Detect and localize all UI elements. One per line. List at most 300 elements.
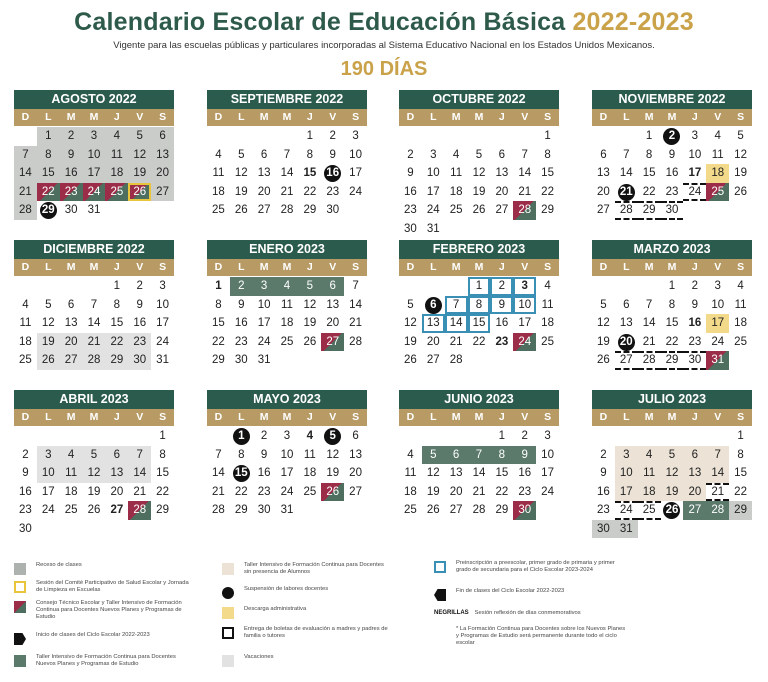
empty-cell bbox=[615, 127, 638, 146]
cream-swatch bbox=[222, 563, 234, 575]
weekday-label: V bbox=[329, 411, 337, 423]
day-cell bbox=[661, 296, 684, 315]
day-number: 11 bbox=[734, 298, 747, 311]
day-cell bbox=[60, 464, 83, 483]
day-number: 21 bbox=[87, 335, 101, 348]
empty-cell bbox=[37, 427, 60, 446]
day-number: 25 bbox=[280, 335, 294, 348]
day-cell bbox=[321, 183, 344, 202]
day-number: 26 bbox=[234, 204, 248, 216]
weekday-label: S bbox=[737, 111, 745, 123]
day-number: 27 bbox=[64, 354, 78, 366]
day-number: 4 bbox=[737, 280, 744, 292]
day-cell bbox=[230, 164, 253, 183]
day-number: 26 bbox=[597, 354, 610, 366]
day-number: 16 bbox=[19, 485, 32, 498]
day-number: 7 bbox=[714, 448, 721, 461]
day-number: 2 bbox=[691, 280, 699, 292]
day-number: 7 bbox=[352, 280, 359, 292]
day-cell bbox=[151, 427, 174, 446]
day-cell bbox=[128, 183, 151, 202]
day-number: 14 bbox=[280, 167, 294, 179]
day-cell bbox=[592, 314, 615, 333]
day-cell bbox=[615, 314, 638, 333]
day-cell bbox=[207, 277, 230, 296]
day-number: 7 bbox=[475, 448, 483, 461]
day-number: 13 bbox=[110, 467, 124, 479]
day-number: 7 bbox=[136, 448, 143, 461]
day-number: 22 bbox=[541, 185, 554, 198]
day-number: 20 bbox=[349, 467, 362, 479]
day-number: 6 bbox=[691, 448, 699, 461]
day-cell bbox=[344, 446, 367, 465]
day-number: 26 bbox=[404, 354, 417, 366]
weekday-label: L bbox=[623, 261, 630, 273]
empty-cell bbox=[468, 127, 491, 146]
day-number: 16 bbox=[324, 165, 341, 182]
day-number: 23 bbox=[665, 185, 679, 198]
day-cell bbox=[151, 146, 174, 165]
day-cell bbox=[445, 201, 468, 220]
day-number: 24 bbox=[541, 485, 554, 498]
day-cell bbox=[230, 277, 253, 296]
day-cell bbox=[468, 201, 491, 220]
day-number: 27 bbox=[326, 335, 340, 348]
day-cell bbox=[706, 127, 729, 146]
day-number: 29 bbox=[541, 204, 554, 216]
day-number: 31 bbox=[426, 222, 440, 235]
day-number: 8 bbox=[645, 148, 653, 161]
day-number: 28 bbox=[133, 504, 147, 516]
weekday-label: S bbox=[352, 261, 360, 273]
day-number: 20 bbox=[618, 334, 635, 351]
month-name: MARZO 2023 bbox=[592, 240, 752, 259]
day-number: 15 bbox=[156, 467, 169, 479]
day-cell bbox=[422, 146, 445, 165]
day-cell bbox=[105, 127, 128, 146]
day-cell bbox=[37, 501, 60, 520]
weekday-label: J bbox=[691, 261, 698, 273]
day-cell bbox=[592, 146, 615, 165]
day-cell bbox=[37, 183, 60, 202]
day-cell bbox=[151, 351, 174, 370]
day-cell bbox=[615, 333, 638, 352]
day-cell bbox=[321, 483, 344, 502]
day-cell bbox=[37, 446, 60, 465]
yellow-box-swatch bbox=[14, 581, 26, 593]
day-number: 20 bbox=[326, 317, 340, 329]
day-cell bbox=[706, 314, 729, 333]
weekday-label: S bbox=[352, 411, 360, 423]
day-cell bbox=[445, 164, 468, 183]
day-number: 27 bbox=[349, 485, 362, 498]
weekday-label: D bbox=[406, 411, 415, 423]
day-number: 6 bbox=[452, 448, 460, 461]
day-number: 21 bbox=[349, 317, 362, 329]
day-number: 13 bbox=[426, 317, 440, 329]
weekday-label: M bbox=[259, 261, 269, 273]
day-cell bbox=[729, 296, 752, 315]
day-cell bbox=[683, 351, 706, 370]
day-cell bbox=[729, 146, 752, 165]
day-number: 2 bbox=[260, 430, 268, 442]
legend-text: Descarga administrativa bbox=[244, 606, 307, 612]
day-cell bbox=[298, 201, 321, 220]
day-number: 3 bbox=[159, 280, 166, 292]
day-number: 17 bbox=[688, 167, 702, 179]
day-cell bbox=[344, 277, 367, 296]
day-cell bbox=[276, 183, 299, 202]
day-cell bbox=[276, 464, 299, 483]
day-number: 20 bbox=[257, 185, 271, 198]
day-number: 19 bbox=[41, 335, 55, 348]
day-number: 12 bbox=[734, 148, 747, 161]
day-number: 5 bbox=[668, 448, 676, 461]
day-number: 1 bbox=[498, 430, 506, 442]
day-cell bbox=[490, 427, 513, 446]
day-cell bbox=[60, 314, 83, 333]
day-cell bbox=[151, 464, 174, 483]
day-number: 30 bbox=[665, 204, 679, 216]
legend-text: Fin de clases del Ciclo Escolar 2022-2023 bbox=[456, 588, 565, 594]
day-number: 21 bbox=[518, 185, 532, 198]
day-cell bbox=[638, 446, 661, 465]
day-number: 6 bbox=[260, 148, 268, 161]
day-number: 1 bbox=[475, 280, 483, 292]
day-cell bbox=[14, 296, 37, 315]
day-cell bbox=[276, 333, 299, 352]
day-number: 21 bbox=[642, 335, 656, 348]
day-cell bbox=[83, 351, 106, 370]
weekday-label: J bbox=[306, 111, 313, 123]
weekday-header bbox=[207, 409, 367, 426]
day-cell bbox=[468, 483, 491, 502]
day-cell bbox=[490, 501, 513, 520]
day-number: 22 bbox=[734, 485, 747, 498]
weekday-label: J bbox=[113, 261, 120, 273]
day-cell bbox=[230, 446, 253, 465]
weekday-label: L bbox=[623, 411, 630, 423]
day-cell bbox=[37, 296, 60, 315]
day-number: 8 bbox=[113, 298, 121, 311]
day-number: 9 bbox=[22, 467, 29, 479]
day-number: 11 bbox=[303, 448, 316, 461]
day-number: 19 bbox=[404, 335, 417, 348]
day-number: 10 bbox=[349, 148, 362, 161]
weekday-label: M bbox=[667, 111, 677, 123]
receso-swatch bbox=[14, 563, 26, 575]
black-circle-icon bbox=[222, 587, 234, 599]
day-number: 3 bbox=[691, 130, 699, 142]
day-cell bbox=[615, 146, 638, 165]
day-grid bbox=[14, 127, 174, 220]
day-cell bbox=[445, 183, 468, 202]
day-number: 29 bbox=[734, 504, 747, 516]
day-cell bbox=[661, 446, 684, 465]
day-number: 26 bbox=[326, 485, 340, 498]
day-cell bbox=[60, 146, 83, 165]
day-number: 3 bbox=[352, 130, 359, 142]
day-cell bbox=[706, 483, 729, 502]
weekday-label: M bbox=[259, 111, 269, 123]
day-cell bbox=[422, 220, 445, 239]
day-number: 31 bbox=[156, 354, 169, 366]
day-number: 2 bbox=[407, 148, 414, 161]
day-cell bbox=[399, 483, 422, 502]
day-cell bbox=[422, 164, 445, 183]
day-number: 9 bbox=[521, 448, 528, 461]
weekday-label: J bbox=[498, 111, 505, 123]
day-number: 17 bbox=[87, 167, 101, 179]
weekday-label: L bbox=[238, 111, 245, 123]
day-number: 5 bbox=[475, 148, 483, 161]
empty-cell bbox=[706, 427, 729, 446]
day-number: 19 bbox=[597, 335, 610, 348]
day-number: 5 bbox=[90, 448, 98, 461]
day-cell bbox=[536, 333, 559, 352]
day-cell bbox=[729, 127, 752, 146]
day-number: 28 bbox=[280, 204, 294, 216]
day-cell bbox=[513, 333, 536, 352]
day-cell bbox=[83, 501, 106, 520]
day-number: 18 bbox=[404, 485, 417, 498]
day-number: 22 bbox=[110, 335, 124, 348]
day-number: 6 bbox=[67, 298, 75, 311]
day-number: 28 bbox=[449, 354, 463, 366]
day-cell bbox=[60, 164, 83, 183]
day-number: 9 bbox=[67, 148, 75, 161]
day-number: 15 bbox=[41, 167, 55, 179]
day-number: 31 bbox=[257, 354, 271, 366]
day-cell bbox=[344, 127, 367, 146]
legend-sesion bbox=[14, 580, 194, 594]
day-cell bbox=[399, 146, 422, 165]
day-cell bbox=[399, 314, 422, 333]
day-number: 12 bbox=[326, 448, 340, 461]
day-cell bbox=[276, 296, 299, 315]
day-cell bbox=[151, 183, 174, 202]
day-number: 25 bbox=[449, 204, 463, 216]
empty-cell bbox=[683, 427, 706, 446]
month-name: JUNIO 2023 bbox=[399, 390, 559, 409]
weekday-header bbox=[399, 109, 559, 126]
day-cell bbox=[490, 446, 513, 465]
day-number: 14 bbox=[87, 317, 101, 329]
day-cell bbox=[321, 314, 344, 333]
empty-cell bbox=[445, 427, 468, 446]
day-number: 23 bbox=[19, 504, 32, 516]
day-number: 1 bbox=[544, 130, 551, 142]
month-calendar bbox=[207, 390, 367, 520]
day-cell bbox=[128, 296, 151, 315]
day-cell bbox=[661, 483, 684, 502]
day-cell bbox=[207, 296, 230, 315]
day-number: 22 bbox=[156, 485, 169, 498]
day-cell bbox=[276, 164, 299, 183]
day-cell bbox=[422, 296, 445, 315]
day-cell bbox=[683, 446, 706, 465]
empty-cell bbox=[468, 427, 491, 446]
day-cell bbox=[536, 446, 559, 465]
day-number: 27 bbox=[426, 354, 440, 366]
weekday-header bbox=[399, 409, 559, 426]
weekday-label: D bbox=[599, 261, 608, 273]
day-cell bbox=[592, 464, 615, 483]
day-number: 3 bbox=[623, 448, 630, 461]
day-cell bbox=[399, 464, 422, 483]
day-number: 29 bbox=[156, 504, 169, 516]
day-number: 27 bbox=[597, 204, 610, 216]
day-cell bbox=[105, 277, 128, 296]
day-cell bbox=[638, 464, 661, 483]
day-number: 4 bbox=[645, 448, 653, 461]
legend-receso bbox=[14, 562, 194, 575]
day-cell bbox=[513, 201, 536, 220]
day-cell bbox=[151, 164, 174, 183]
day-number: 15 bbox=[110, 317, 124, 329]
day-number: 24 bbox=[688, 185, 702, 198]
day-grid bbox=[592, 277, 752, 370]
day-cell bbox=[207, 501, 230, 520]
day-number: 21 bbox=[19, 185, 32, 198]
legend-text: Inicio de clases del Ciclo Escolar 2022-2023 bbox=[36, 632, 150, 638]
day-number: 14 bbox=[212, 467, 225, 479]
day-cell bbox=[276, 501, 299, 520]
day-number: 18 bbox=[280, 317, 294, 329]
day-cell bbox=[683, 501, 706, 520]
day-cell bbox=[399, 164, 422, 183]
day-cell bbox=[445, 333, 468, 352]
day-number: 9 bbox=[498, 298, 506, 311]
day-number: 20 bbox=[110, 485, 124, 498]
day-cell bbox=[276, 277, 299, 296]
weekday-label: M bbox=[89, 261, 99, 273]
day-number: 4 bbox=[283, 280, 291, 292]
day-number: 6 bbox=[352, 430, 359, 442]
day-number: 11 bbox=[65, 467, 78, 479]
month-calendar bbox=[399, 240, 559, 370]
day-cell bbox=[445, 501, 468, 520]
day-grid bbox=[14, 277, 174, 370]
weekday-label: S bbox=[159, 261, 167, 273]
day-number: 20 bbox=[156, 167, 169, 179]
weekday-label: D bbox=[21, 111, 30, 123]
weekday-label: M bbox=[474, 411, 484, 423]
day-number: 2 bbox=[521, 430, 528, 442]
day-number: 23 bbox=[234, 335, 248, 348]
day-cell bbox=[513, 277, 536, 296]
day-cell bbox=[321, 146, 344, 165]
day-number: 10 bbox=[688, 148, 702, 161]
empty-cell bbox=[399, 277, 422, 296]
day-number: 2 bbox=[22, 448, 29, 461]
day-grid bbox=[207, 277, 367, 370]
day-cell bbox=[445, 296, 468, 315]
day-cell bbox=[37, 146, 60, 165]
day-cell bbox=[83, 333, 106, 352]
day-cell bbox=[344, 314, 367, 333]
day-cell bbox=[468, 183, 491, 202]
day-cell bbox=[638, 351, 661, 370]
legend-taller-verde bbox=[14, 654, 194, 668]
legend-inicio bbox=[14, 632, 194, 645]
day-number: 23 bbox=[326, 185, 340, 198]
day-cell bbox=[128, 446, 151, 465]
day-cell bbox=[490, 164, 513, 183]
day-number: 9 bbox=[668, 148, 676, 161]
day-cell bbox=[207, 164, 230, 183]
day-cell bbox=[230, 483, 253, 502]
empty-cell bbox=[207, 427, 230, 446]
empty-cell bbox=[399, 427, 422, 446]
day-cell bbox=[615, 183, 638, 202]
weekday-label: V bbox=[136, 111, 144, 123]
day-cell bbox=[615, 201, 638, 220]
day-number: 16 bbox=[597, 485, 610, 498]
day-number: 26 bbox=[663, 502, 680, 519]
day-number: 6 bbox=[113, 448, 121, 461]
day-cell bbox=[445, 483, 468, 502]
day-cell bbox=[14, 333, 37, 352]
day-number: 17 bbox=[711, 317, 725, 329]
day-number: 21 bbox=[212, 485, 225, 498]
day-number: 8 bbox=[306, 148, 314, 161]
day-cell bbox=[105, 351, 128, 370]
day-cell bbox=[661, 501, 684, 520]
weekday-label: V bbox=[714, 411, 722, 423]
day-number: 25 bbox=[64, 504, 78, 516]
day-cell bbox=[729, 427, 752, 446]
legend-text: Entrega de boletas de evaluación a madres y padres de familia o tutores bbox=[244, 626, 388, 639]
empty-cell bbox=[615, 277, 638, 296]
empty-cell bbox=[60, 427, 83, 446]
month-name: ABRIL 2023 bbox=[14, 390, 174, 409]
empty-cell bbox=[592, 427, 615, 446]
day-number: 30 bbox=[257, 504, 271, 516]
day-cell bbox=[683, 333, 706, 352]
weekday-label: D bbox=[214, 261, 223, 273]
day-number: 20 bbox=[495, 185, 509, 198]
empty-cell bbox=[592, 127, 615, 146]
day-number: 24 bbox=[257, 335, 271, 348]
day-cell bbox=[60, 446, 83, 465]
day-cell bbox=[83, 296, 106, 315]
weekday-label: J bbox=[498, 411, 505, 423]
day-number: 19 bbox=[303, 317, 317, 329]
day-number: 7 bbox=[22, 148, 29, 161]
day-number: 2 bbox=[663, 128, 680, 145]
day-cell bbox=[253, 427, 276, 446]
day-number: 15 bbox=[495, 467, 509, 479]
day-cell bbox=[298, 164, 321, 183]
empty-cell bbox=[14, 277, 37, 296]
day-number: 2 bbox=[498, 280, 506, 292]
day-number: 10 bbox=[87, 148, 101, 161]
day-cell bbox=[253, 446, 276, 465]
day-number: 8 bbox=[45, 148, 52, 161]
day-cell bbox=[253, 501, 276, 520]
day-cell bbox=[399, 446, 422, 465]
days-total: 190 DÍAS bbox=[340, 58, 428, 80]
day-number: 28 bbox=[711, 504, 725, 516]
day-number: 27 bbox=[495, 204, 509, 216]
weekday-label: M bbox=[644, 261, 654, 273]
day-number: 24 bbox=[349, 185, 362, 198]
weekday-label: M bbox=[667, 261, 677, 273]
day-number: 1 bbox=[159, 430, 166, 442]
day-cell bbox=[706, 351, 729, 370]
day-cell bbox=[729, 314, 752, 333]
